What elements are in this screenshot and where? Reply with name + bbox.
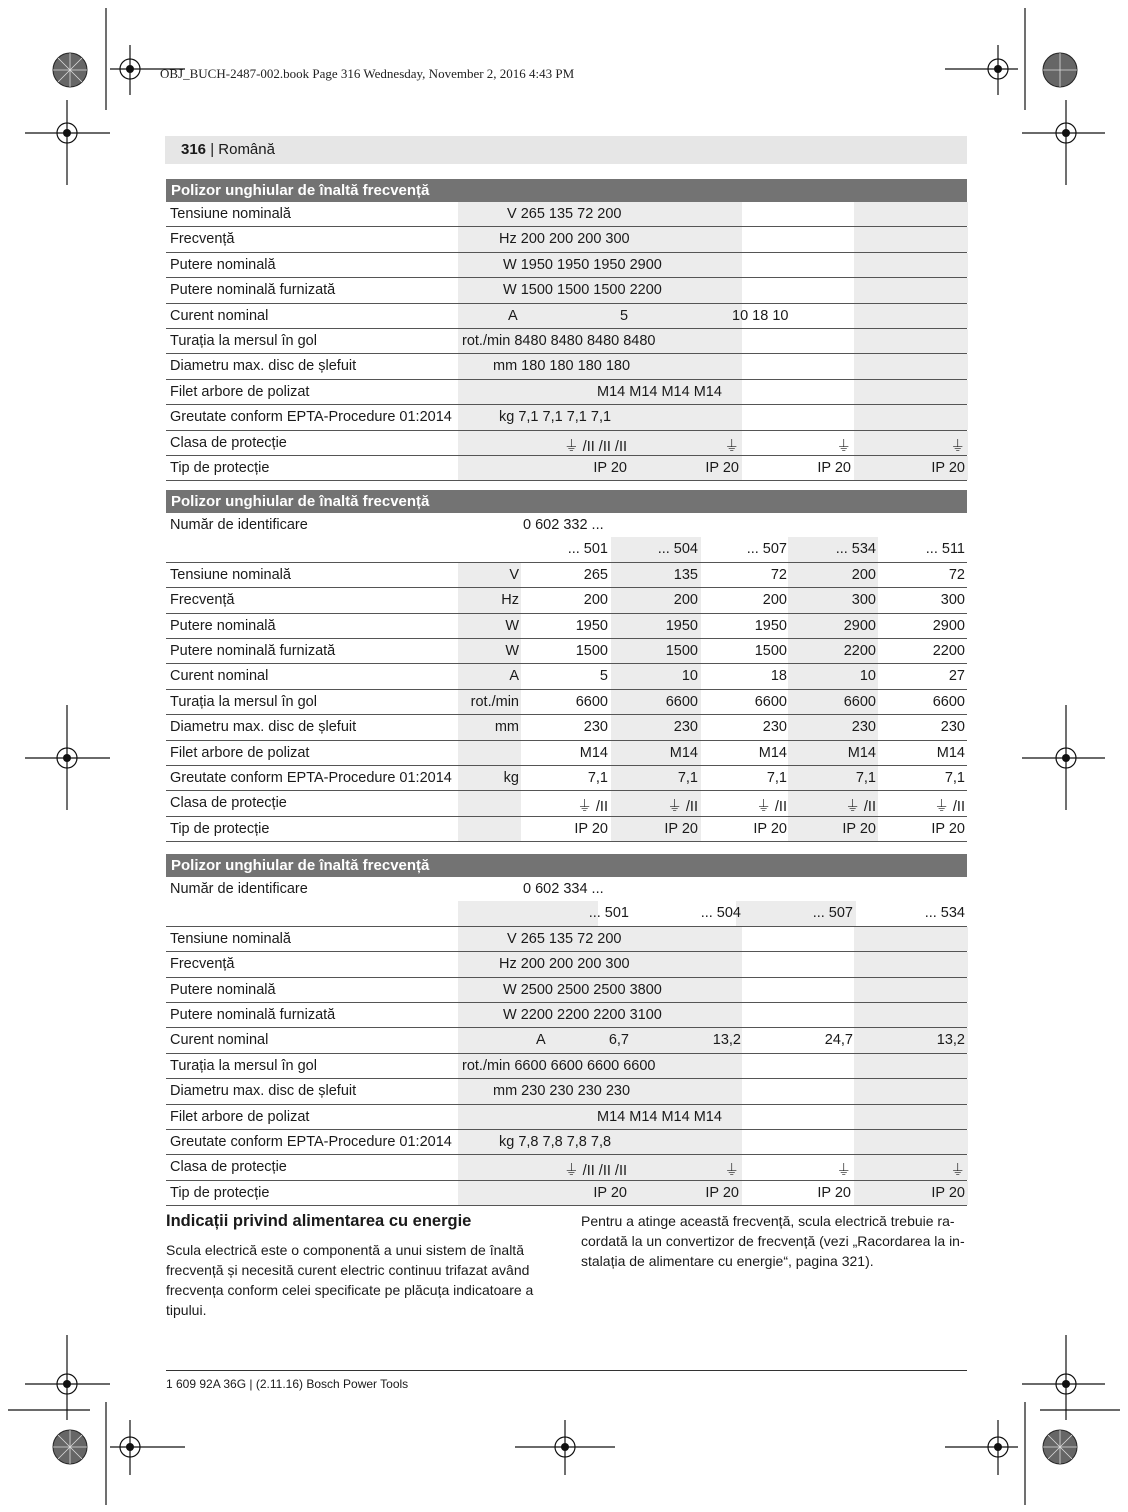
row-shade [854, 227, 968, 251]
row-label: Clasa de protecție [170, 795, 287, 812]
table-row [166, 817, 967, 842]
row-value: W 2500 2500 2500 3800 [503, 981, 662, 998]
row-label: Curent nominal [170, 307, 269, 324]
table-row [166, 456, 967, 481]
row-label: Greutate conform EPTA-Procedure 01:2014 [170, 409, 452, 426]
row-value: IP 20 [705, 1184, 739, 1201]
variant-header: ... 501 [588, 905, 629, 922]
table-row [166, 978, 967, 1003]
id-row [166, 513, 967, 537]
row-unit: mm [494, 719, 519, 736]
row-label: Filet arbore de polizat [170, 383, 310, 400]
table-row [166, 614, 967, 639]
table-row [166, 405, 967, 430]
row-value: M14 [579, 744, 608, 761]
row-value: M14 [758, 744, 787, 761]
row-value: ⏚ [836, 438, 851, 455]
table-row [166, 715, 967, 740]
row-value: IP 20 [817, 1184, 851, 1201]
row-label: Turația la mersul în gol [170, 1057, 317, 1074]
table-title: Polizor unghiular de înaltă frecvență [166, 490, 967, 513]
row-value: 7,1 [855, 769, 876, 786]
table-row [166, 1105, 967, 1130]
row-value: IP 20 [931, 459, 965, 476]
table-row [166, 329, 967, 354]
print-slug: OBJ_BUCH-2487-002.book Page 316 Wednesday, November 2, 2016 4:43 PM [160, 66, 575, 81]
row-label: Putere nominală furnizată [170, 1006, 336, 1023]
table-row [166, 1054, 967, 1079]
table-row [166, 927, 967, 952]
variant-row [166, 901, 967, 926]
row-value: IP 20 [817, 459, 851, 476]
row-value: 230 [851, 719, 876, 736]
row-value: IP 20 [593, 459, 627, 476]
table-row [166, 791, 967, 816]
row-value: 6600 [932, 693, 965, 710]
row-value: W 1500 1500 1500 2200 [503, 282, 662, 299]
row-value: 230 [673, 719, 698, 736]
row-value: W 1950 1950 1950 2900 [503, 256, 662, 273]
table-row [166, 227, 967, 252]
table-row [166, 1155, 967, 1180]
row-value: 5 [599, 668, 608, 685]
row-unit: V [509, 566, 519, 583]
header-language: Română [218, 141, 275, 158]
row-value: 1950 [665, 617, 698, 634]
row-value: 230 [940, 719, 965, 736]
row-value: 24,7 [824, 1032, 853, 1049]
row-value: Hz 200 200 200 300 [499, 956, 630, 973]
row-unit: W [505, 617, 519, 634]
paragraph-line-left: frecvență și necesită curent electric continuu trifazat având [166, 1262, 530, 1278]
row-unit: A [536, 1032, 546, 1049]
row-value: 27 [948, 668, 965, 685]
row-value: mm 230 230 230 230 [493, 1083, 631, 1100]
row-value: 2900 [932, 617, 965, 634]
table-row [166, 588, 967, 613]
footer-rule [166, 1370, 967, 1371]
row-value: 6600 [843, 693, 876, 710]
row-value: 135 [673, 566, 698, 583]
row-value: ⏚ [950, 438, 965, 455]
variant-header: ... 507 [812, 905, 853, 922]
row-value: 6600 [575, 693, 608, 710]
row-value: 200 [762, 592, 787, 609]
row-shade [458, 901, 598, 925]
row-unit: kg [503, 769, 519, 786]
table-row [166, 304, 967, 329]
page-header [165, 136, 967, 164]
row-value: IP 20 [664, 820, 698, 837]
row-label: Frecvență [170, 956, 235, 973]
row-label: Tensiune nominală [170, 566, 291, 583]
row-value: 1950 [575, 617, 608, 634]
row-value: 1950 [754, 617, 787, 634]
variant-header: ... 534 [835, 541, 876, 558]
row-value: 72 [770, 566, 787, 583]
paragraph-line-right: Pentru a atinge această frecvență, scula electrică trebuie ra- [581, 1213, 955, 1229]
row-value: ⏚ /II /II /II [564, 438, 627, 455]
row-label: Curent nominal [170, 668, 269, 685]
row-shade [854, 380, 968, 404]
row-shade [854, 1105, 968, 1129]
row-value: 200 [673, 592, 698, 609]
row-shade [458, 791, 521, 815]
row-shade [854, 405, 968, 429]
section-text-left [166, 1240, 556, 1320]
row-unit: A [509, 668, 519, 685]
row-value: 13,2 [936, 1032, 965, 1049]
spec-table-3 [166, 854, 967, 1206]
row-value: 1500 [665, 642, 698, 659]
row-value: kg 7,8 7,8 7,8 7,8 [499, 1133, 612, 1150]
row-shade [854, 1003, 968, 1027]
table-row [166, 664, 967, 689]
row-value: IP 20 [931, 1184, 965, 1201]
paragraph-line-left: Scula electrică este o componentă a unui sistem de înaltă [166, 1242, 524, 1258]
row-label: Tensiune nominală [170, 930, 291, 947]
row-value: 230 [762, 719, 787, 736]
variant-header: ... 504 [657, 541, 698, 558]
row-value: 10 18 10 [732, 307, 789, 324]
paragraph-line-right: cordată la un convertizor de frecvență (vezi „Racordarea la in- [581, 1233, 965, 1249]
row-shade [854, 952, 968, 976]
row-value: 13,2 [712, 1032, 741, 1049]
row-value: 7,1 [766, 769, 787, 786]
row-shade [854, 354, 968, 378]
row-value: 2200 [843, 642, 876, 659]
variant-header: ... 511 [925, 541, 965, 558]
table-row [166, 202, 967, 227]
table-row [166, 766, 967, 791]
row-value: 7,1 [944, 769, 965, 786]
section-text-right [581, 1211, 971, 1271]
table-title: Polizor unghiular de înaltă frecvență [166, 179, 967, 202]
header-separator: | [206, 141, 219, 158]
row-value: M14 [936, 744, 965, 761]
row-value: M14 [669, 744, 698, 761]
row-label: Tensiune nominală [170, 206, 291, 222]
row-value: IP 20 [931, 820, 965, 837]
row-label: Tip de protecție [170, 1184, 270, 1201]
row-value: kg 7,1 7,1 7,1 7,1 [499, 409, 612, 426]
row-value: Hz 200 200 200 300 [499, 231, 630, 248]
row-value: ⏚ [724, 438, 739, 455]
table-row [166, 952, 967, 977]
row-shade [854, 329, 968, 353]
table-row [166, 563, 967, 588]
row-value: V 265 135 72 200 [507, 206, 622, 222]
row-value: 72 [948, 566, 965, 583]
variant-header: ... 534 [924, 905, 965, 922]
row-shade [854, 1054, 968, 1078]
table-row [166, 639, 967, 664]
row-shade [458, 304, 742, 328]
row-label: Greutate conform EPTA-Procedure 01:2014 [170, 769, 452, 786]
row-shade [854, 1130, 968, 1154]
row-value: 2900 [843, 617, 876, 634]
row-label: Greutate conform EPTA-Procedure 01:2014 [170, 1133, 452, 1150]
row-value: 10 [859, 668, 876, 685]
row-value: IP 20 [574, 820, 608, 837]
row-shade [458, 741, 521, 765]
row-value: 7,1 [587, 769, 608, 786]
row-value: 265 [583, 566, 608, 583]
row-label: Putere nominală [170, 617, 276, 634]
row-label: Putere nominală furnizată [170, 642, 336, 659]
row-value: ⏚ /II /II /II [564, 1163, 627, 1180]
row-value: mm 180 180 180 180 [493, 358, 631, 375]
row-value: M14 M14 M14 M14 [597, 1108, 722, 1125]
row-value: 6600 [754, 693, 787, 710]
row-shade [854, 927, 968, 951]
row-value: 7,1 [677, 769, 698, 786]
row-label: Turația la mersul în gol [170, 693, 317, 710]
variant-header: ... 507 [746, 541, 787, 558]
row-value: V 265 135 72 200 [507, 930, 622, 947]
variant-row [166, 537, 967, 562]
row-value: 1500 [754, 642, 787, 659]
table-row [166, 380, 967, 405]
id-row [166, 877, 967, 901]
row-value: 2200 [932, 642, 965, 659]
id-value: 0 602 334 ... [523, 881, 604, 897]
footer-text: 1 609 92A 36G | (2.11.16) Bosch Power Tools [166, 1377, 409, 1391]
variant-header: ... 501 [567, 541, 608, 558]
row-label: Curent nominal [170, 1032, 269, 1049]
row-shade [458, 817, 521, 841]
row-label: Diametru max. disc de șlefuit [170, 358, 357, 375]
id-label: Număr de identificare [170, 881, 308, 897]
id-label: Număr de identificare [170, 517, 308, 533]
row-value: IP 20 [842, 820, 876, 837]
section-heading: Indicații privind alimentarea cu energie [166, 1212, 472, 1230]
table-row [166, 354, 967, 379]
row-label: Frecvență [170, 231, 235, 248]
table-row [166, 1079, 967, 1104]
row-value: ⏚ /II [845, 799, 876, 816]
row-value: 5 [620, 307, 629, 324]
row-value: 1500 [575, 642, 608, 659]
table-row [166, 1181, 967, 1206]
row-value: 300 [851, 592, 876, 609]
spec-table-1 [166, 179, 967, 481]
row-value: 6600 [665, 693, 698, 710]
row-unit: W [505, 642, 519, 659]
row-value: rot./min 6600 6600 6600 6600 [462, 1057, 656, 1074]
row-value: IP 20 [753, 820, 787, 837]
table-row [166, 253, 967, 278]
table-row [166, 1003, 967, 1028]
row-unit: A [508, 307, 518, 324]
table-row [166, 690, 967, 715]
row-label: Clasa de protecție [170, 1159, 287, 1176]
row-value: 6,7 [608, 1032, 629, 1049]
row-value: 18 [770, 668, 787, 685]
id-value: 0 602 332 ... [523, 517, 604, 533]
row-shade [854, 1079, 968, 1103]
row-value: M14 [847, 744, 876, 761]
table-title: Polizor unghiular de înaltă frecvență [166, 854, 967, 877]
row-label: Putere nominală furnizată [170, 282, 336, 299]
row-label: Filet arbore de polizat [170, 744, 310, 761]
row-value: ⏚ [724, 1163, 739, 1180]
row-label: Turația la mersul în gol [170, 332, 317, 349]
row-value: ⏚ /II [667, 799, 698, 816]
row-label: Putere nominală [170, 981, 276, 998]
row-value: 200 [583, 592, 608, 609]
row-value: ⏚ /II [577, 799, 608, 816]
row-value: rot./min 8480 8480 8480 8480 [462, 332, 656, 349]
row-value: ⏚ [950, 1163, 965, 1180]
row-value: 300 [940, 592, 965, 609]
row-value: 10 [681, 668, 698, 685]
row-label: Tip de protecție [170, 820, 270, 837]
row-label: Diametru max. disc de șlefuit [170, 1083, 357, 1100]
row-label: Clasa de protecție [170, 434, 287, 451]
paragraph-line-left: frecvența conform celei specificate pe plăcuța indicatoare a [166, 1282, 534, 1298]
spec-table-2 [166, 490, 967, 842]
row-value: W 2200 2200 2200 3100 [503, 1006, 662, 1023]
paragraph-line-left: tipului. [166, 1302, 207, 1318]
row-shade [854, 253, 968, 277]
row-shade [854, 202, 968, 226]
row-unit: Hz [501, 592, 519, 609]
row-shade [458, 1028, 742, 1052]
row-label: Frecvență [170, 592, 235, 609]
table-row [166, 431, 967, 456]
row-label: Filet arbore de polizat [170, 1108, 310, 1125]
row-shade [854, 304, 968, 328]
variant-header: ... 504 [700, 905, 741, 922]
row-value: ⏚ [836, 1163, 851, 1180]
row-shade [854, 978, 968, 1002]
row-label: Putere nominală [170, 256, 276, 273]
paragraph-line-right: stalația de alimentare cu energie“, pagina 321). [581, 1253, 874, 1269]
row-value: ⏚ /II [934, 799, 965, 816]
table-row [166, 741, 967, 766]
row-unit: rot./min [470, 693, 519, 710]
table-row [166, 278, 967, 303]
row-value: ⏚ /II [756, 799, 787, 816]
row-value: IP 20 [593, 1184, 627, 1201]
row-value: M14 M14 M14 M14 [597, 383, 722, 400]
row-value: IP 20 [705, 459, 739, 476]
row-label: Tip de protecție [170, 459, 270, 476]
row-label: Diametru max. disc de șlefuit [170, 719, 357, 736]
table-row [166, 1028, 967, 1053]
row-value: 230 [583, 719, 608, 736]
table-row [166, 1130, 967, 1155]
row-shade [854, 278, 968, 302]
page-number: 316 [181, 141, 207, 158]
row-value: 200 [851, 566, 876, 583]
